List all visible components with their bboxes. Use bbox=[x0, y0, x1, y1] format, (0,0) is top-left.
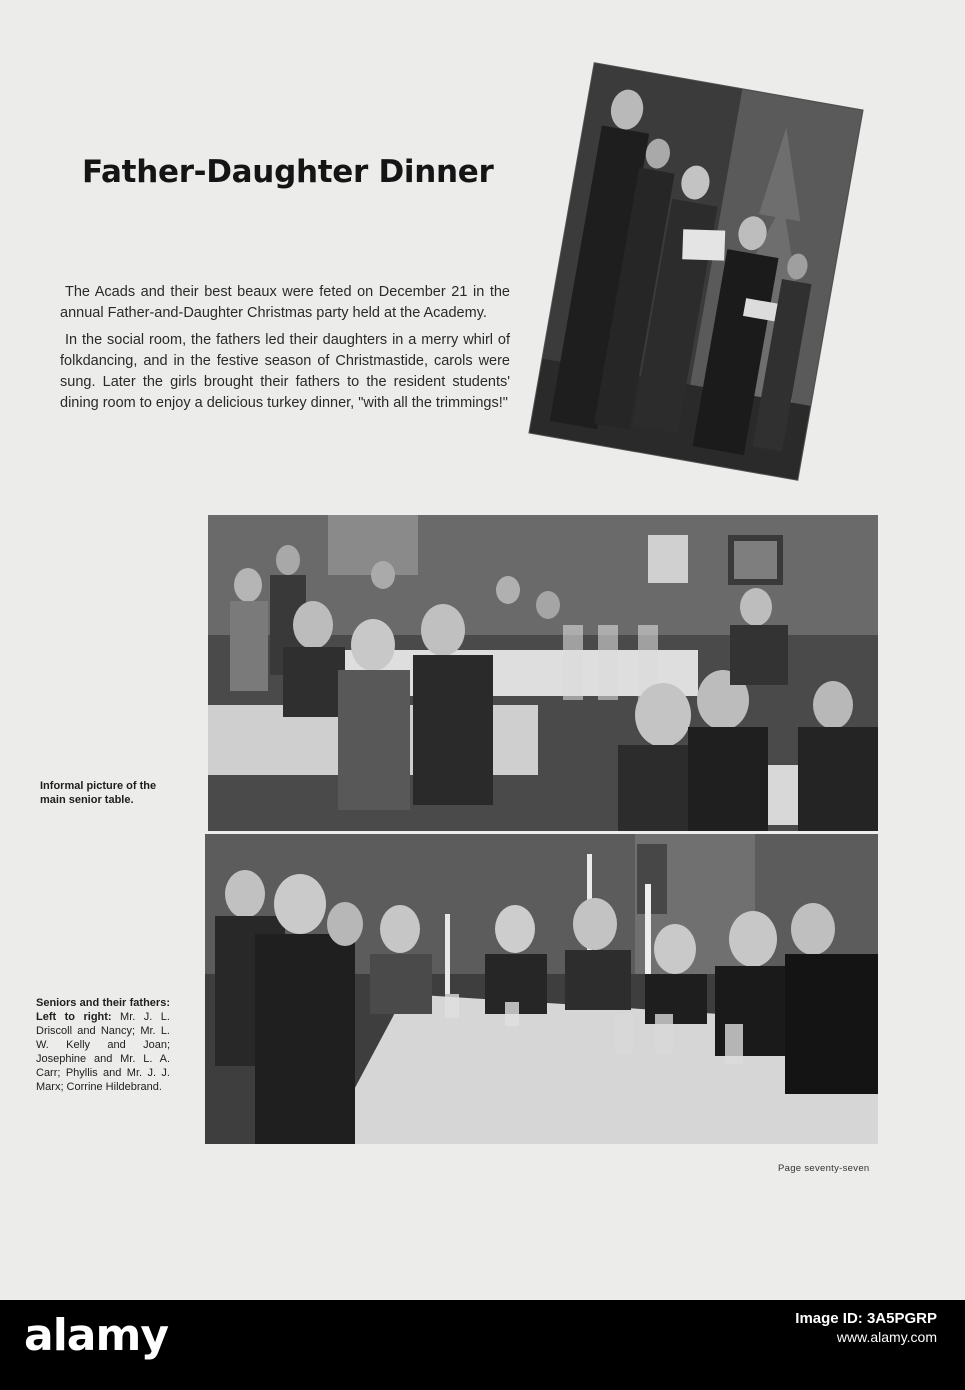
article-paragraph: The Acads and their best beaux were feted on December 21 in the annual Father-and-Daughter Christmas party held at the Academy. bbox=[60, 284, 510, 321]
senior-table-photo bbox=[208, 515, 878, 831]
image-id: Image ID: 3A5PGRP bbox=[795, 1310, 937, 1327]
carol-singing-photo bbox=[530, 63, 863, 480]
page-title: Father-Daughter Dinner bbox=[82, 154, 494, 190]
image-id-block bbox=[795, 1310, 937, 1346]
alamy-logo: alamy bbox=[24, 1310, 168, 1361]
seniors-and-fathers-photo bbox=[205, 834, 878, 1144]
page-number: Page seventy-seven bbox=[778, 1163, 870, 1174]
seniors-caption bbox=[36, 996, 170, 1094]
article-paragraph: In the social room, the fathers led their daughters in a merry whirl of folkdancing, and in the festive season of Christmastide, carols were sung. Later the girls brought their fathers to the resident students' dining room to enjoy a delicious turkey dinner, "with all the trimmings!" bbox=[60, 332, 510, 411]
article-body bbox=[60, 282, 510, 420]
seniors-caption-names: Mr. J. L. Driscoll and Nancy; Mr. L. W. Kelly and Joan; Josephine and Mr. L. A. Carr; Phyllis and Mr. J. J. Marx; Corrine Hildebrand. bbox=[36, 1011, 170, 1093]
senior-table-caption: Informal picture of the main senior table. bbox=[40, 780, 157, 806]
alamy-url[interactable]: www.alamy.com bbox=[836, 1329, 937, 1345]
seniors-caption-lead: Seniors and their fathers: Left to right: bbox=[36, 997, 170, 1023]
